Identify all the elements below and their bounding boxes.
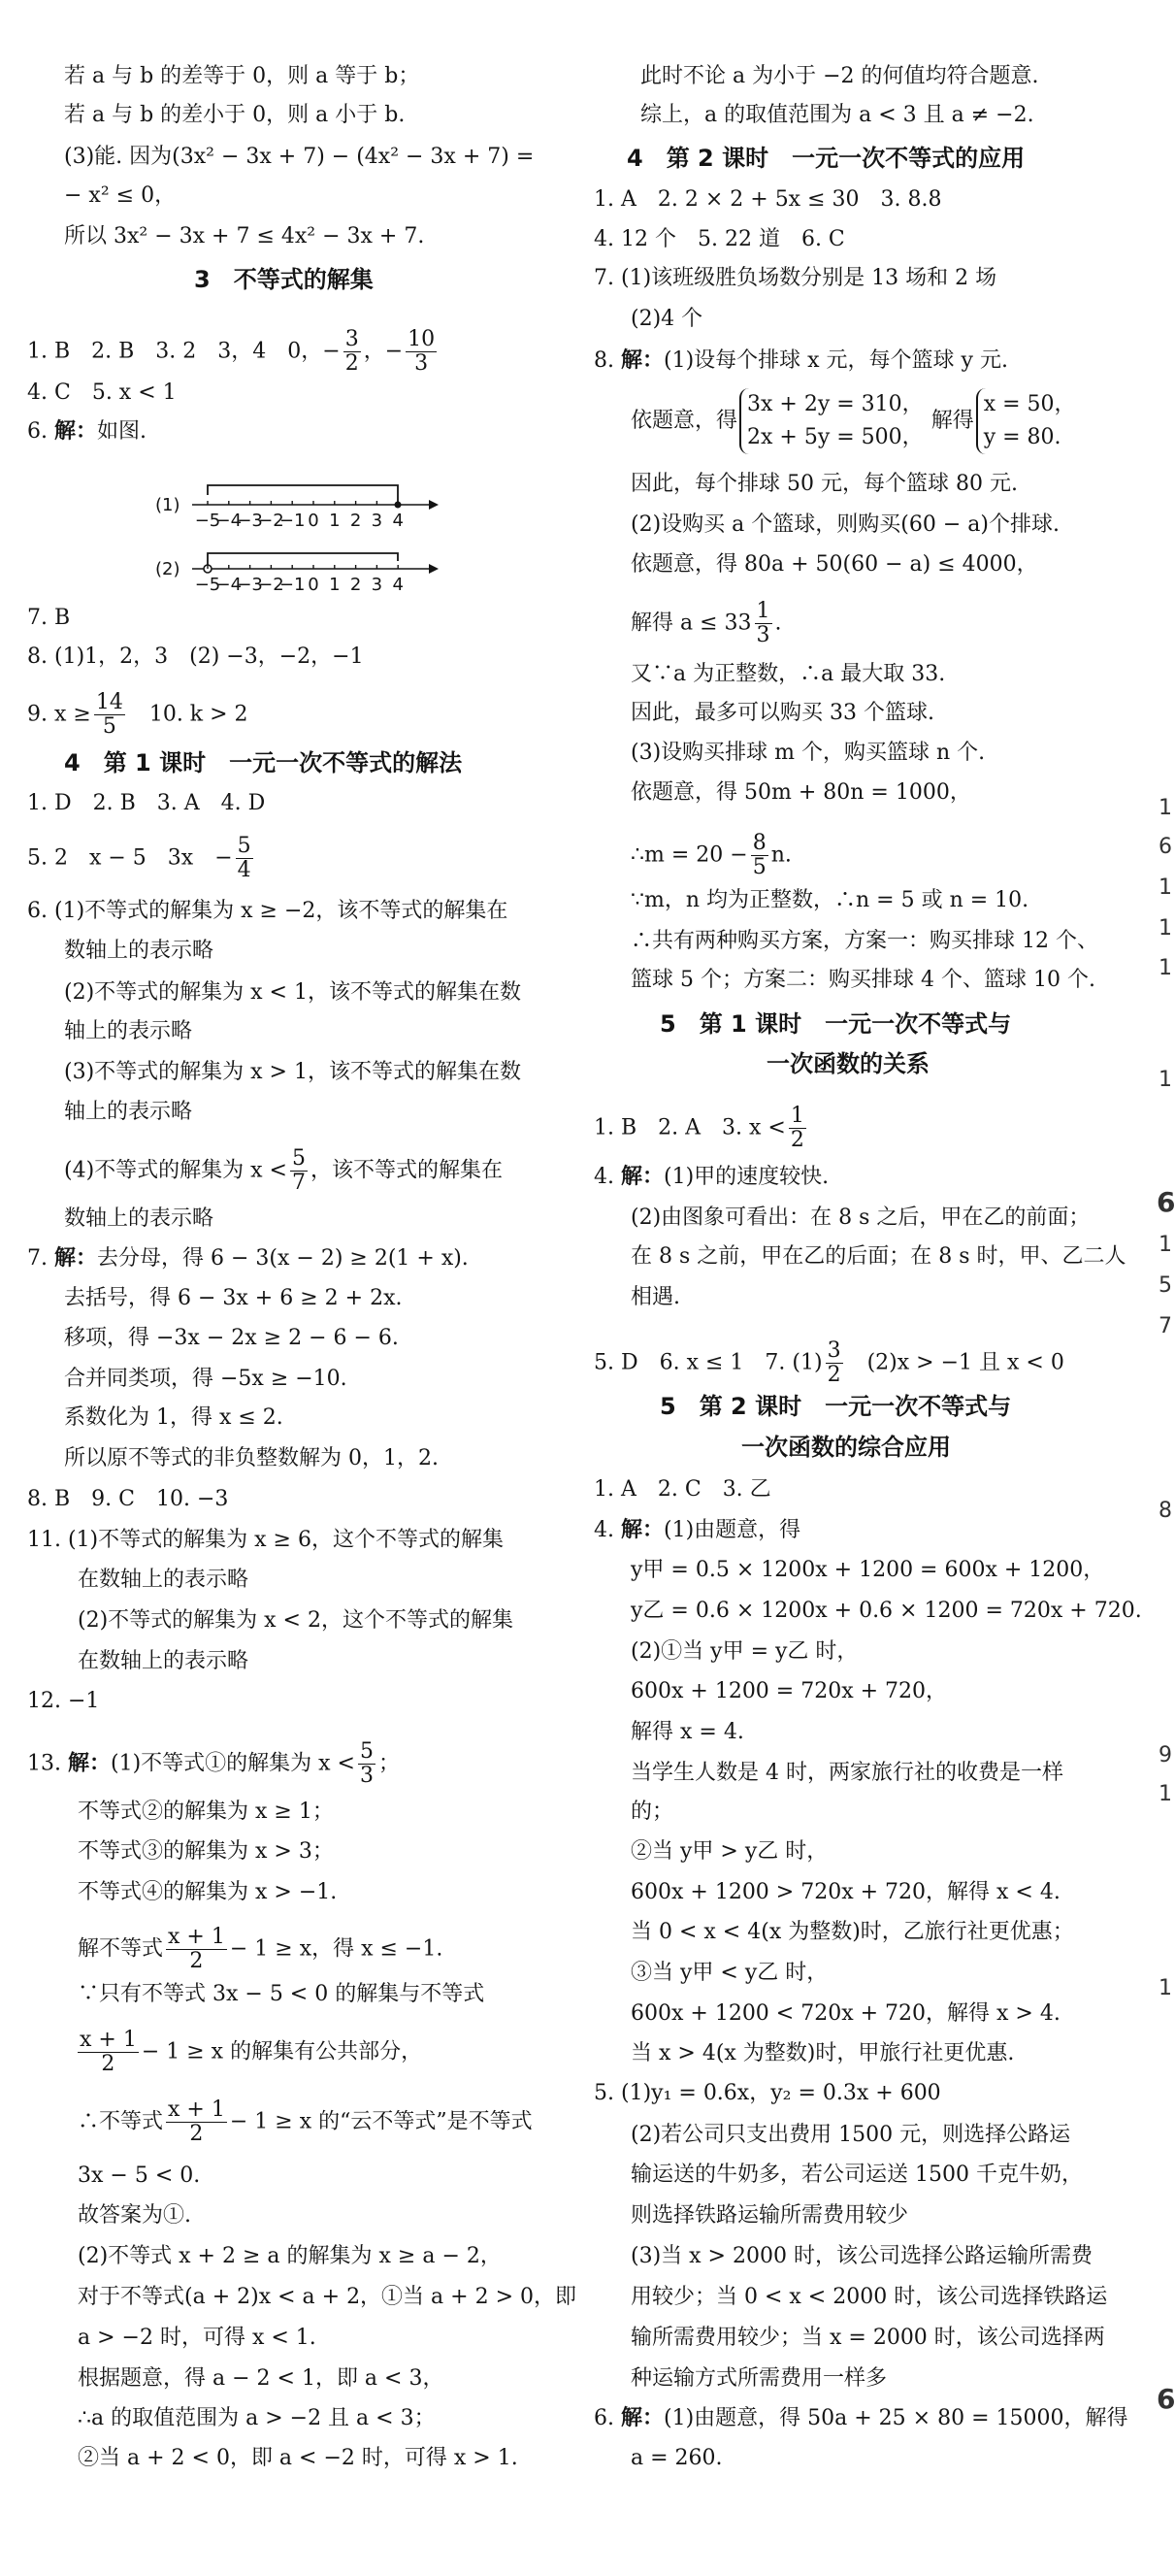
equation: 2x + 5y = 500， <box>747 425 924 449</box>
text-line: 故答案为①. <box>78 2203 191 2228</box>
answer-text: 10. k > 2 <box>127 702 248 727</box>
tick-label: 2 <box>349 575 362 595</box>
answer-text: 去分母，得 6 − 3(x − 2) ≥ 2(1 + x). <box>97 1246 469 1271</box>
answer-text: ； <box>378 1751 401 1776</box>
text-line: 当 x > 4(x 为整数)时，甲旅行社更优惠. <box>631 2041 1015 2065</box>
answer-line <box>27 417 147 446</box>
answer-text: 1. B 2. B 3. 2 3，4 0，− <box>27 339 341 364</box>
answer-line <box>27 1244 469 1273</box>
text-line: (2)4 个 <box>631 307 703 331</box>
tick-label: −4 <box>215 575 243 595</box>
answer-line: 4. C 5. x < 1 <box>27 380 177 405</box>
text-line: 此时不论 a 为小于 −2 的何值均符合题意. <box>640 64 1039 88</box>
denominator: 2 <box>189 1949 204 1973</box>
fraction <box>166 1926 227 1973</box>
solution-bracket <box>208 553 398 569</box>
text-line: 所以原不等式的非负整数解为 0，1，2. <box>64 1446 439 1470</box>
section-heading: 一次函数的关系 <box>767 1050 930 1077</box>
answer-text: 5. 2 x − 5 3x − <box>27 845 233 871</box>
text-line: (2)由图象可看出：在 8 s 之后，甲在乙的前面； <box>631 1205 1091 1230</box>
numerator: 1 <box>756 599 770 623</box>
text-line: 数轴上的表示略 <box>64 1206 214 1231</box>
text-line: 不等式②的解集为 x ≥ 1； <box>78 1800 334 1824</box>
edge-fragment: 6 <box>1159 835 1172 859</box>
answer-line <box>594 1516 800 1545</box>
solution-label: 解： <box>620 1518 664 1542</box>
text-line: 在数轴上的表示略 <box>78 1649 249 1673</box>
equation: 3x + 2y = 310， <box>747 392 924 416</box>
fraction <box>94 691 125 739</box>
answer-line: 6. (1)不等式的解集为 x ≥ −2，该不等式的解集在 <box>27 899 508 923</box>
tick-label: 4 <box>392 575 404 595</box>
numerator: 3 <box>344 327 359 351</box>
text-line: 的； <box>631 1800 674 1824</box>
text-line: 移项，得 −3x − 2x ≥ 2 − 6 − 6. <box>64 1326 399 1350</box>
solution-bracket <box>208 485 398 505</box>
section-heading: 一次函数的综合应用 <box>741 1434 951 1461</box>
answer-text: 5. D 6. x ≤ 1 7. (1) <box>594 1350 823 1375</box>
text-line: ∴共有两种购买方案，方案一：购买排球 12 个、 <box>631 929 1098 953</box>
text-line: 依题意，得 80a + 50(60 − a) ≤ 4000， <box>631 552 1038 577</box>
text-line: 若 a 与 b 的差等于 0，则 a 等于 b； <box>64 64 420 88</box>
text-line: 600x + 1200 > 720x + 720，解得 x < 4. <box>631 1880 1061 1904</box>
arrow-icon <box>429 500 439 510</box>
text-line: a = 260. <box>631 2446 723 2470</box>
answer-line <box>27 328 440 376</box>
figure-label-1: (1) <box>155 495 180 515</box>
text-line: ∴a 的取值范围为 a > −2 且 a < 3； <box>78 2406 436 2430</box>
text-line: 数轴上的表示略 <box>64 939 214 963</box>
answer-line: 1. D 2. B 3. A 4. D <box>27 791 266 815</box>
tick-label: −1 <box>278 575 306 595</box>
equation-system <box>739 388 924 454</box>
tick-label: 4 <box>392 511 404 531</box>
tick-label: −3 <box>237 575 263 595</box>
arrow-icon <box>429 564 439 574</box>
text-line: 600x + 1200 = 720x + 720， <box>631 1679 948 1703</box>
denominator: 3 <box>414 351 429 376</box>
text-line: 不等式④的解集为 x > −1. <box>78 1880 338 1904</box>
edge-fragment: 1 <box>1159 796 1172 820</box>
tick-label: −1 <box>278 511 306 531</box>
text-line <box>78 2029 422 2076</box>
tick-label: −4 <box>215 511 243 531</box>
numerator: 5 <box>237 834 251 858</box>
fraction <box>826 1339 843 1387</box>
text-line: 不等式③的解集为 x > 3； <box>78 1839 334 1864</box>
text-line: 若 a 与 b 的差小于 0，则 a 小于 b. <box>64 103 406 127</box>
denominator: 2 <box>790 1128 804 1152</box>
section-heading: 3 不等式的解集 <box>194 266 374 293</box>
section-heading: 4 第 2 课时 一元一次不等式的应用 <box>627 145 1026 172</box>
answer-text: (1)由题意，得 <box>664 1518 801 1542</box>
text-line: (2)若公司只支出费用 1500 元，则选择公路运 <box>631 2123 1071 2147</box>
text-line: (3)能. 因为(3x² − 3x + 7) − (4x² − 3x + 7) = <box>64 145 535 169</box>
answer-text: 解得 a ≤ 33 <box>631 611 752 636</box>
answer-text: 解不等式 <box>78 1936 164 1962</box>
answer-text: (1)设每个排球 x 元，每个篮球 y 元. <box>664 348 1008 373</box>
edge-fragment: 8 <box>1159 1499 1172 1523</box>
text-line: 系数化为 1，得 x ≤ 2. <box>64 1405 283 1430</box>
section-heading: 5 第 2 课时 一元一次不等式与 <box>660 1393 1012 1420</box>
figure-label-2: (2) <box>155 559 180 579</box>
text-line: ②当 a + 2 < 0，即 a < −2 时，可得 x > 1. <box>78 2446 518 2470</box>
tick-label: 2 <box>349 511 362 531</box>
section-heading: 4 第 1 课时 一元一次不等式的解法 <box>64 749 463 776</box>
text-line: 输所需费用较少；当 x = 2000 时，该公司选择两 <box>631 2326 1105 2350</box>
number-line-figure <box>146 464 446 600</box>
numerator: 10 <box>408 327 436 351</box>
tick-label: 3 <box>371 575 383 595</box>
answer-text: − 1 ≥ x 的“云不等式”是不等式 <box>229 2109 533 2134</box>
text-line: 种运输方式所需费用一样多 <box>631 2366 888 2391</box>
equation: y = 80. <box>983 425 1061 449</box>
text-line: ∵只有不等式 3x − 5 < 0 的解集与不等式 <box>78 1982 485 2006</box>
edge-fragment: 5 <box>1159 1273 1172 1298</box>
text-line: 3x − 5 < 0. <box>78 2163 201 2188</box>
edge-fragment: 1 <box>1159 1976 1172 2000</box>
text-line: 相遇. <box>631 1285 680 1309</box>
denominator: 5 <box>752 855 767 879</box>
numerator: 3 <box>827 1338 841 1363</box>
answer-line: 8. (1)1，2，3 (2) −3，−2，−1 <box>27 644 364 669</box>
text-line: (3)当 x > 2000 时，该公司选择公路运输所需费 <box>631 2244 1093 2268</box>
denominator: 2 <box>827 1363 841 1387</box>
fraction <box>358 1740 375 1788</box>
answer-text: . <box>774 611 782 636</box>
answer-text: − 1 ≥ x，得 x ≤ −1. <box>229 1936 443 1962</box>
answer-text: (1)不等式①的解集为 x < <box>111 1751 355 1776</box>
tick-label: 0 <box>308 511 319 531</box>
fraction <box>343 328 361 376</box>
text-line: 因此，最多可以购买 33 个篮球. <box>631 701 934 725</box>
text-line: (2)①当 y甲 = y乙 时， <box>631 1639 859 1664</box>
answer-text: n. <box>770 842 792 868</box>
text-line: 当 0 < x < 4(x 为整数)时，乙旅行社更优惠； <box>631 1920 1074 1944</box>
denominator: 4 <box>237 858 251 882</box>
tick-label: −5 <box>194 511 221 531</box>
solution-label: 解： <box>53 419 97 444</box>
answer-text: 如图. <box>97 419 147 444</box>
text-line: (2)设购买 a 个篮球，则购买(60 − a)个排球. <box>631 512 1060 537</box>
answer-line: 7. (1)该班级胜负场数分别是 13 场和 2 场 <box>594 266 997 290</box>
text-line: 又∵a 为正整数，∴a 最大取 33. <box>631 662 946 686</box>
numerator: x + 1 <box>168 2097 225 2122</box>
denominator: 2 <box>189 2122 204 2146</box>
text-line: ③当 y甲 < y乙 时， <box>631 1961 829 1985</box>
solution-label: 解： <box>67 1751 111 1776</box>
answer-text: ，该不等式的解集在 <box>310 1158 504 1183</box>
answer-text: 9. x ≥ <box>27 702 91 727</box>
question-number: 13. <box>27 1751 68 1776</box>
denominator: 2 <box>101 2052 115 2076</box>
text-line: 在 8 s 之前，甲在乙的后面；在 8 s 时，甲、乙二人 <box>631 1244 1126 1269</box>
text-line: 综上，a 的取值范围为 a < 3 且 a ≠ −2. <box>640 103 1034 127</box>
edge-fragment: 1 <box>1159 916 1172 941</box>
answer-line: 7. B <box>27 606 71 630</box>
text-line <box>631 600 782 647</box>
question-number: 8. <box>594 348 621 373</box>
answer-text: 1. B 2. A 3. x < <box>594 1115 786 1140</box>
text-line <box>78 1926 442 1973</box>
answer-text: − 1 ≥ x 的解集有公共部分， <box>141 2039 423 2064</box>
fraction <box>290 1147 308 1195</box>
text-line: 轴上的表示略 <box>64 1019 193 1043</box>
text-line: 则选择铁路运输所需费用较少 <box>631 2203 909 2228</box>
edge-fragment: 1 <box>1159 1782 1172 1806</box>
numerator: 5 <box>360 1739 374 1764</box>
answer-line <box>594 347 1008 376</box>
tick-label: 1 <box>329 575 341 595</box>
question-number: 7. <box>27 1246 54 1271</box>
fraction <box>236 835 253 882</box>
answer-line: 4. 12 个 5. 22 道 6. C <box>594 227 845 251</box>
fraction <box>406 328 437 376</box>
fraction <box>166 2098 227 2146</box>
text-line: 当学生人数是 4 时，两家旅行社的收费是一样 <box>631 1761 1063 1785</box>
tick-label: −3 <box>237 511 263 531</box>
text-line: 所以 3x² − 3x + 7 ≤ 4x² − 3x + 7. <box>64 224 425 248</box>
tick-label: 1 <box>329 511 341 531</box>
denominator: 3 <box>756 623 770 647</box>
equation: x = 50， <box>983 392 1076 416</box>
section-heading: 5 第 1 课时 一元一次不等式与 <box>660 1010 1012 1038</box>
equation-system <box>976 388 1076 454</box>
numerator: 14 <box>95 690 123 714</box>
answer-line: 11. (1)不等式的解集为 x ≥ 6，这个不等式的解集 <box>27 1528 504 1552</box>
solution-label: 解： <box>620 348 664 373</box>
text-line: 600x + 1200 < 720x + 720，解得 x > 4. <box>631 2001 1061 2026</box>
text-line: 输运送的牛奶多，若公司运送 1500 千克牛奶， <box>631 2163 1083 2187</box>
text-line: (2)不等式的解集为 x < 1，该不等式的解集在数 <box>64 980 521 1005</box>
numerator: 1 <box>790 1104 804 1128</box>
edge-fragment: 1 <box>1159 875 1172 900</box>
answer-text: 解得 <box>930 409 974 433</box>
text-line <box>631 832 792 879</box>
text-line: 依题意，得 50m + 80n = 1000， <box>631 780 971 805</box>
text-line: (3)设购买排球 m 个，购买篮球 n 个. <box>631 741 986 765</box>
numerator: x + 1 <box>168 1925 225 1949</box>
text-line: 轴上的表示略 <box>64 1100 193 1124</box>
text-line: 篮球 5 个；方案二：购买排球 4 个、篮球 10 个. <box>631 968 1095 992</box>
fraction <box>751 832 768 879</box>
answer-text: ∴不等式 <box>78 2109 164 2134</box>
answer-text: (1)甲的速度较快. <box>664 1165 830 1189</box>
answer-text: (4)不等式的解集为 x < <box>64 1158 287 1183</box>
fraction <box>78 2029 139 2076</box>
answer-text: ∴m = 20 − <box>631 842 748 868</box>
text-line: y甲 = 0.5 × 1200x + 1200 = 600x + 1200， <box>631 1558 1105 1582</box>
solution-label: 解： <box>53 1246 97 1271</box>
numerator: x + 1 <box>80 2028 137 2052</box>
edge-fragment: 1 <box>1159 1068 1172 1092</box>
edge-fragment: 1 <box>1159 1233 1172 1257</box>
denominator: 3 <box>360 1764 374 1788</box>
answer-line <box>594 1105 809 1152</box>
answer-text: (1)由题意，得 50a + 25 × 80 = 15000，解得 <box>664 2406 1128 2430</box>
tick-label: 3 <box>371 511 383 531</box>
question-number: 6. <box>594 2406 621 2430</box>
tick-label: −5 <box>194 575 221 595</box>
tick-label: −2 <box>258 511 284 531</box>
answer-text: ，− <box>363 339 404 364</box>
answer-line: 8. B 9. C 10. −3 <box>27 1487 229 1511</box>
answer-line: 1. A 2. C 3. 乙 <box>594 1477 771 1502</box>
text-line: y乙 = 0.6 × 1200x + 0.6 × 1200 = 720x + 720. <box>631 1599 1142 1623</box>
edge-fragment: 9 <box>1159 1743 1172 1767</box>
denominator: 2 <box>344 351 359 376</box>
text-line: (3)不等式的解集为 x > 1，该不等式的解集在数 <box>64 1060 521 1084</box>
question-number: 4. <box>594 1165 621 1189</box>
answer-line: 1. A 2. 2 × 2 + 5x ≤ 30 3. 8.8 <box>594 187 942 212</box>
text-line: (2)不等式的解集为 x < 2，这个不等式的解集 <box>78 1608 513 1633</box>
tick-label: 0 <box>308 575 319 595</box>
text-line: 解得 x = 4. <box>631 1720 744 1744</box>
text-line: (2)不等式 x + 2 ≥ a 的解集为 x ≥ a − 2， <box>78 2244 502 2268</box>
denominator: 5 <box>102 714 116 739</box>
answer-line <box>27 1740 400 1788</box>
tick-label: −2 <box>258 575 284 595</box>
answer-text: 依题意，得 <box>631 409 738 433</box>
text-line: 在数轴上的表示略 <box>78 1568 249 1592</box>
answer-line <box>594 1163 829 1192</box>
answer-line <box>27 835 256 882</box>
answer-line: 5. (1)y₁ = 0.6x，y₂ = 0.3x + 600 <box>594 2081 941 2105</box>
text-line: 合并同类项，得 −5x ≥ −10. <box>64 1367 347 1391</box>
equation-line <box>631 388 1076 454</box>
solution-label: 解： <box>620 1165 664 1189</box>
text-line <box>78 2098 533 2146</box>
edge-fragment: 6 <box>1157 2383 1175 2415</box>
answer-text: (2)x > −1 且 x < 0 <box>845 1350 1064 1375</box>
text-line: 根据题意，得 a − 2 < 1，即 a < 3， <box>78 2366 444 2391</box>
text-line: a > −2 时，可得 x < 1. <box>78 2326 316 2350</box>
answer-line <box>594 1339 1064 1387</box>
solution-label: 解： <box>620 2406 664 2430</box>
text-line: 因此，每个排球 50 元，每个篮球 80 元. <box>631 472 1018 496</box>
answer-line <box>27 691 248 739</box>
text-line: 用较少；当 0 < x < 2000 时，该公司选择铁路运 <box>631 2285 1108 2309</box>
question-number: 6. <box>27 419 54 444</box>
numerator: 8 <box>752 831 767 855</box>
fraction <box>755 600 772 647</box>
text-line <box>64 1147 503 1195</box>
numerator: 5 <box>292 1146 306 1171</box>
text-line: 对于不等式(a + 2)x < a + 2，①当 a + 2 > 0，即 <box>78 2285 577 2309</box>
edge-fragment: 7 <box>1159 1314 1172 1338</box>
fraction <box>789 1105 806 1152</box>
answer-line: 12. −1 <box>27 1689 100 1713</box>
question-number: 4. <box>594 1518 621 1542</box>
text-line: − x² ≤ 0， <box>64 183 177 208</box>
answer-line <box>594 2404 1128 2433</box>
text-line: ∵m，n 均为正整数，∴n = 5 或 n = 10. <box>631 888 1029 912</box>
edge-fragment: 6 <box>1157 1186 1175 1218</box>
denominator: 7 <box>292 1171 306 1195</box>
text-line: 去括号，得 6 − 3x + 6 ≥ 2 + 2x. <box>64 1286 403 1310</box>
text-line: ②当 y甲 > y乙 时， <box>631 1839 829 1864</box>
edge-fragment: 1 <box>1159 956 1172 980</box>
